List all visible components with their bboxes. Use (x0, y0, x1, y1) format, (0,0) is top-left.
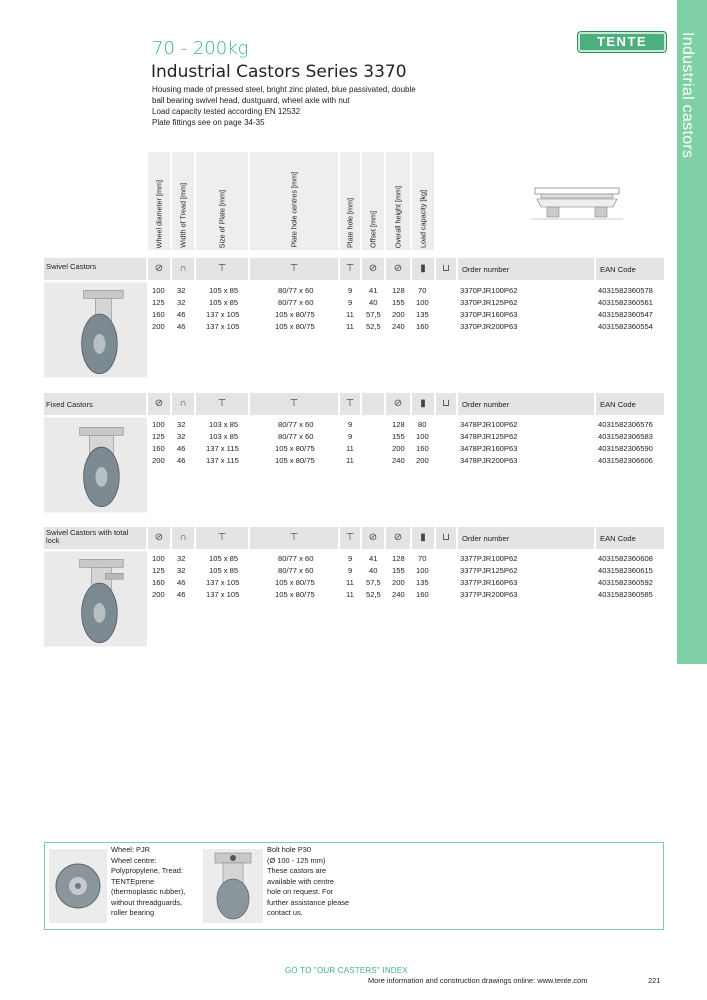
footer-info: More information and construction drawings online: www.tente.com (368, 976, 588, 985)
wheel-diameter-icon: ⊘ (154, 263, 164, 274)
cart-icon: ⊔ (442, 263, 450, 274)
table-row: 200 46 137 x 105 105 x 80/75 11 52,5 240 160 3377PJR200P63 4031582360585 (152, 590, 653, 599)
section-header-swivel (44, 258, 664, 280)
section-title: Fixed Castors (46, 400, 93, 409)
side-tab-label: Industrial castors (679, 32, 696, 159)
table-row: 125 32 105 x 85 80/77 x 60 9 40 155 100 3377PJR125P62 4031582360615 (152, 566, 653, 575)
table-row: 160 46 137 x 115 105 x 80/75 11 200 160 3478PJR160P63 4031582306590 (152, 444, 653, 453)
order-number-header: Order number (462, 265, 510, 274)
section-title: Swivel Castors (46, 262, 97, 271)
bolt-hole-description: Bolt hole P30 (Ø 100 - 125 mm) These castors are available with centre hole on request. For further assistance please contact us. (267, 845, 350, 917)
plate-icon: ⊤ (217, 263, 227, 274)
wheel-description: Wheel: PJR Wheel centre: Polypropylene, Tread: TENTEprene (thermoplastic rubber), without threadguards, roller bearing (111, 845, 186, 917)
order-number-header: Order number (462, 400, 510, 409)
plate-hole-icon: ⊤ (345, 532, 355, 543)
plate-icon: ⊤ (217, 398, 227, 409)
col-hole-centres: Plate hole centres [mm] (250, 152, 338, 250)
plate-hole-icon: ⊤ (345, 263, 355, 274)
cart-icon: ⊔ (442, 398, 450, 409)
tread-icon: ∩ (179, 398, 187, 409)
page-number: 221 (648, 976, 661, 985)
col-overall-height: Overall height [mm] (386, 152, 410, 250)
table-row: 160 46 137 x 105 105 x 80/75 11 57,5 200 135 3377PJR160P63 4031582360592 (152, 578, 653, 587)
wheel-diameter-icon: ⊘ (154, 532, 164, 543)
ean-header: EAN Code (600, 534, 636, 543)
logo-text: TENTE (596, 34, 648, 49)
offset-icon: ⊘ (368, 263, 378, 274)
castor-drawing (527, 185, 627, 225)
height-icon: ⊘ (393, 398, 403, 409)
info-box (44, 842, 664, 930)
weight-range: 70 - 200kg (152, 38, 249, 59)
ean-header: EAN Code (600, 265, 636, 274)
table-row: 100 32 103 x 85 80/77 x 60 9 128 80 3478PJR100P62 4031582306576 (152, 420, 653, 429)
wheel-image (49, 849, 107, 923)
height-icon: ⊘ (393, 263, 403, 274)
offset-icon: ⊘ (368, 532, 378, 543)
col-offset: Offset [mm] (362, 152, 384, 250)
plate-icon: ⊤ (217, 532, 227, 543)
plate-centres-icon: ⊤ (289, 532, 299, 543)
plate-centres-icon: ⊤ (289, 398, 299, 409)
ean-header: EAN Code (600, 400, 636, 409)
order-number-header: Order number (462, 534, 510, 543)
wheel-diameter-icon: ⊘ (154, 398, 164, 409)
page-title: Industrial Castors Series 3370 (151, 62, 407, 82)
side-tab (677, 0, 707, 664)
description-line: Load capacity tested according EN 12532 (152, 107, 301, 116)
table-row: 200 46 137 x 105 105 x 80/75 11 52,5 240 160 3370PJR200P63 4031582360554 (152, 322, 653, 331)
table-row: 160 46 137 x 105 105 x 80/75 11 57,5 200 135 3370PJR160P63 4031582360547 (152, 310, 653, 319)
plate-centres-icon: ⊤ (289, 263, 299, 274)
col-wheel-diameter: Wheel diameter [mm] (148, 152, 170, 250)
cart-icon: ⊔ (442, 532, 450, 543)
load-icon: ▮ (420, 263, 426, 274)
table-row: 200 46 137 x 115 105 x 80/75 11 240 200 3478PJR200P63 4031582306606 (152, 456, 653, 465)
description-line: ball bearing swivel head, dustguard, wheel axle with nut (152, 96, 350, 105)
col-plate-hole: Plate hole [mm] (340, 152, 360, 250)
bolt-hole-image (203, 849, 263, 923)
casters-index-link[interactable]: GO TO "OUR CASTERS" INDEX (285, 966, 408, 975)
section-header-lock (44, 527, 664, 549)
table-row: 125 32 105 x 85 80/77 x 60 9 40 155 100 3370PJR125P62 4031582360561 (152, 298, 653, 307)
load-icon: ▮ (420, 532, 426, 543)
brand-logo (578, 32, 666, 52)
description-line: Plate fittings see on page 34-35 (152, 118, 265, 127)
table-row: 125 32 103 x 85 80/77 x 60 9 155 100 3478PJR125P62 4031582306583 (152, 432, 653, 441)
col-plate-size: Size of Plate [mm] (196, 152, 248, 250)
col-tread-width: Width of Tread [mm] (172, 152, 194, 250)
height-icon: ⊘ (393, 532, 403, 543)
table-row: 100 32 105 x 85 80/77 x 60 9 41 128 70 3370PJR100P62 4031582360578 (152, 286, 653, 295)
section-header-fixed (44, 393, 664, 415)
section-title: Swivel Castors with total lock (46, 528, 129, 545)
col-load-capacity: Load capacity [kg] (412, 152, 434, 250)
description (152, 84, 442, 128)
tread-icon: ∩ (179, 532, 187, 543)
table-row: 100 32 105 x 85 80/77 x 60 9 41 128 70 3377PJR100P62 4031582360608 (152, 554, 653, 563)
load-icon: ▮ (420, 398, 426, 409)
description-line: Housing made of pressed steel, bright zinc plated, blue passivated, double (152, 85, 416, 94)
tread-icon: ∩ (179, 263, 187, 274)
plate-hole-icon: ⊤ (345, 398, 355, 409)
